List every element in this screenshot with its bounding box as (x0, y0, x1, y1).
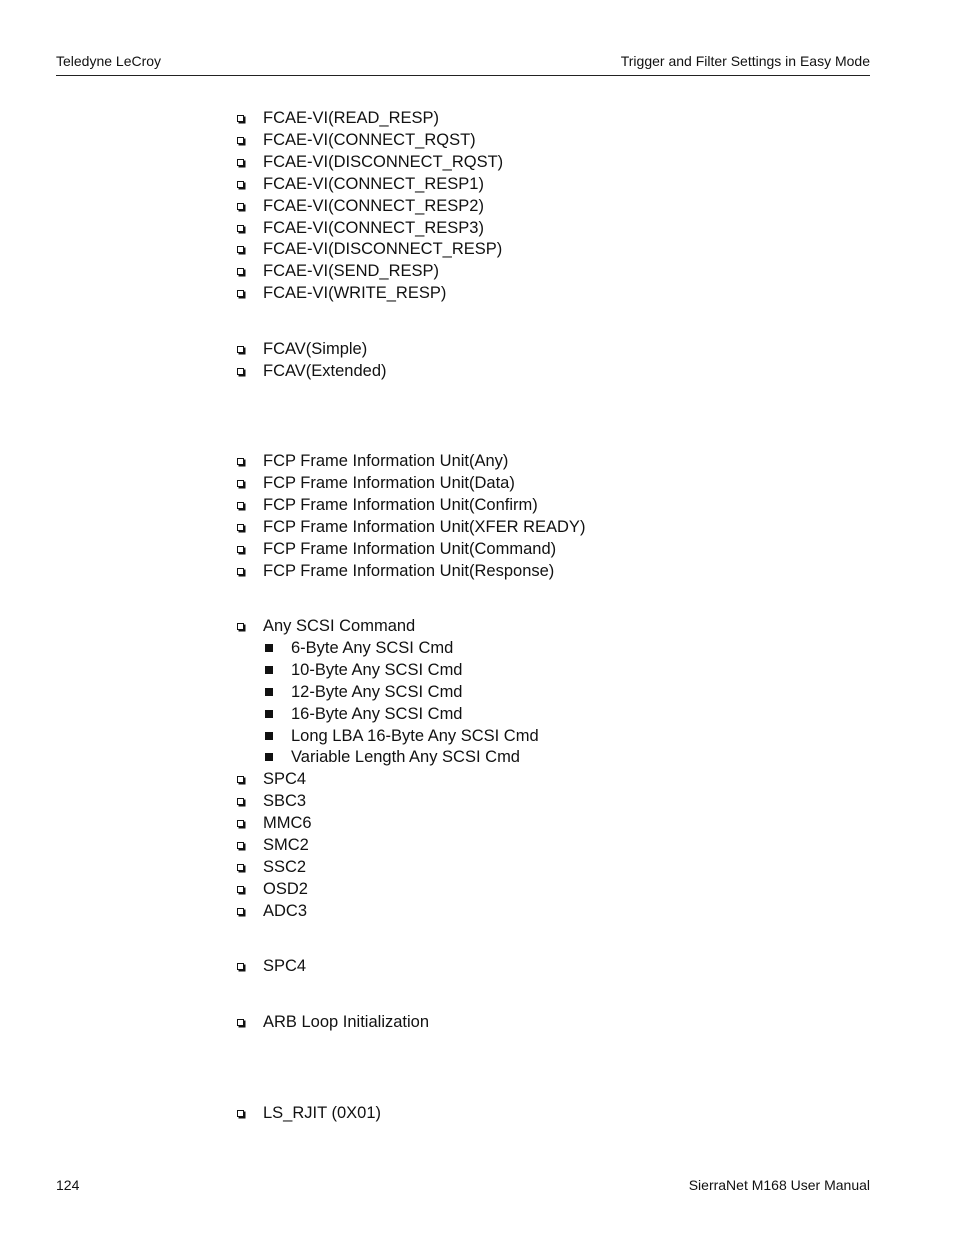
list-item: FCAE-VI(DISCONNECT_RQST) (263, 152, 504, 171)
checkbox-bullet-icon (237, 886, 244, 893)
checkbox-bullet-icon (237, 1019, 244, 1026)
checkbox-bullet-icon (237, 480, 244, 487)
square-bullet-icon (265, 710, 273, 718)
checkbox-bullet-icon (237, 798, 244, 805)
footer-manual-title: SierraNet M168 User Manual (688, 1177, 870, 1193)
sub-list-item: Long LBA 16-Byte Any SCSI Cmd (291, 726, 539, 745)
footer-page-number: 124 (56, 1177, 80, 1193)
square-bullet-icon (265, 753, 273, 761)
list-item: LS_RJIT (0X01) (263, 1104, 381, 1122)
square-bullet-icon (265, 644, 273, 652)
list-item: FCP Frame Information Unit(Data) (263, 473, 515, 492)
list-item: FCP Frame Information Unit(Response) (263, 561, 555, 580)
checkbox-bullet-icon (237, 458, 244, 465)
list-item: MMC6 (263, 814, 312, 833)
list-item: FCP Frame Information Unit(Command) (263, 539, 557, 558)
list-item: SMC2 (263, 836, 309, 854)
list-item: FCAV(Extended) (263, 361, 387, 380)
checkbox-bullet-icon (237, 246, 244, 253)
list-item: FCAE-VI(CONNECT_RQST) (263, 130, 476, 149)
sub-list-item: Variable Length Any SCSI Cmd (291, 748, 520, 767)
header-divider (56, 75, 870, 76)
header-section-title: Trigger and Filter Settings in Easy Mode (620, 53, 870, 69)
checkbox-bullet-icon (237, 346, 244, 353)
checkbox-bullet-icon (237, 524, 244, 531)
checkbox-bullet-icon (237, 290, 244, 297)
list-item: OSD2 (263, 879, 308, 898)
checkbox-bullet-icon (237, 820, 244, 827)
list-item: FCAE-VI(CONNECT_RESP2) (263, 196, 484, 215)
list-item: SSC2 (263, 857, 307, 876)
checkbox-bullet-icon (237, 864, 244, 871)
list-item: FCP Frame Information Unit(Confirm) (263, 495, 538, 514)
checkbox-bullet-icon (237, 159, 244, 166)
list-item: FCP Frame Information Unit(Any) (263, 452, 509, 470)
checkbox-bullet-icon (237, 502, 244, 509)
checkbox-bullet-icon (237, 1110, 244, 1117)
checkbox-bullet-icon (237, 623, 244, 630)
checkbox-bullet-icon (237, 546, 244, 553)
checkbox-bullet-icon (237, 842, 244, 849)
list-item: FCAE-VI(CONNECT_RESP1) (263, 174, 484, 193)
square-bullet-icon (265, 666, 273, 674)
list-item: FCAV(Simple) (263, 340, 368, 358)
checkbox-bullet-icon (237, 115, 244, 122)
checkbox-bullet-icon (237, 963, 244, 970)
list-item: SPC4 (263, 957, 307, 975)
list-item: SBC3 (263, 792, 307, 811)
list-item: ADC3 (263, 901, 308, 920)
checkbox-bullet-icon (237, 568, 244, 575)
list-item: FCAE-VI(CONNECT_RESP3) (263, 218, 484, 237)
list-item: FCP Frame Information Unit(XFER READY) (263, 517, 586, 536)
sub-list-item: 6-Byte Any SCSI Cmd (291, 638, 454, 657)
checkbox-bullet-icon (237, 203, 244, 210)
list-item: FCAE-VI(WRITE_RESP) (263, 284, 447, 303)
square-bullet-icon (265, 688, 273, 696)
checkbox-bullet-icon (237, 908, 244, 915)
list-item: Any SCSI Command (263, 617, 416, 635)
checkbox-bullet-icon (237, 225, 244, 232)
sub-list-item: 12-Byte Any SCSI Cmd (291, 682, 463, 701)
sub-list-item: 10-Byte Any SCSI Cmd (291, 660, 463, 679)
checkbox-bullet-icon (237, 776, 244, 783)
list-item: ARB Loop Initialization (263, 1013, 430, 1031)
checkbox-bullet-icon (237, 181, 244, 188)
list-item: SPC4 (263, 770, 307, 789)
checkbox-bullet-icon (237, 268, 244, 275)
list-item: FCAE-VI(SEND_RESP) (263, 262, 440, 281)
list-item: FCAE-VI(READ_RESP) (263, 109, 440, 127)
header-company: Teledyne LeCroy (56, 53, 162, 69)
list-item: FCAE-VI(DISCONNECT_RESP) (263, 240, 503, 259)
checkbox-bullet-icon (237, 368, 244, 375)
square-bullet-icon (265, 732, 273, 740)
checkbox-bullet-icon (237, 137, 244, 144)
sub-list-item: 16-Byte Any SCSI Cmd (291, 704, 463, 723)
